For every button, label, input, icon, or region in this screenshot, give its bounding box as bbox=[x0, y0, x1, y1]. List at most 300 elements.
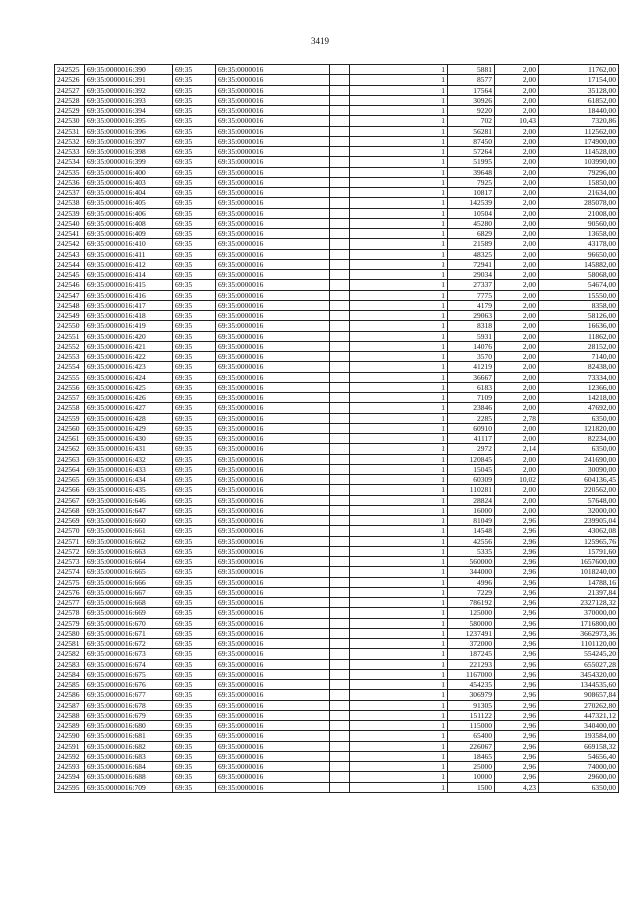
cell-cadastral-number: 69:35:0000016:664 bbox=[85, 557, 173, 567]
cell-district-code: 69:35 bbox=[173, 751, 216, 761]
cell-district-code: 69:35 bbox=[173, 157, 216, 167]
cell-count: 1 bbox=[350, 751, 448, 761]
cell-count: 1 bbox=[350, 721, 448, 731]
table-row bbox=[55, 136, 619, 146]
cell-value: 54674,00 bbox=[539, 280, 619, 290]
table-row bbox=[55, 341, 619, 351]
cell-value: 14218,00 bbox=[539, 393, 619, 403]
cell-district-code: 69:35 bbox=[173, 710, 216, 720]
cell-cadastral-number: 69:35:0000016:400 bbox=[85, 167, 173, 177]
cell-quarter-number: 69:35:0000016 bbox=[216, 362, 330, 372]
table-row bbox=[55, 300, 619, 310]
table-row bbox=[55, 331, 619, 341]
empty-cell bbox=[330, 649, 350, 659]
cell-cadastral-number: 69:35:0000016:421 bbox=[85, 341, 173, 351]
cell-value: 58126,00 bbox=[539, 311, 619, 321]
table-row bbox=[55, 567, 619, 577]
cell-quarter-number: 69:35:0000016 bbox=[216, 341, 330, 351]
cell-area: 454235 bbox=[448, 680, 495, 690]
empty-cell bbox=[330, 741, 350, 751]
cell-rate: 2,78 bbox=[495, 413, 539, 423]
cell-rate: 2,00 bbox=[495, 106, 539, 116]
cell-area: 226067 bbox=[448, 741, 495, 751]
cell-rate: 2,96 bbox=[495, 526, 539, 536]
cell-rate: 2,00 bbox=[495, 249, 539, 259]
table-row bbox=[55, 270, 619, 280]
empty-cell bbox=[330, 546, 350, 556]
cell-district-code: 69:35 bbox=[173, 598, 216, 608]
cell-cadastral-number: 69:35:0000016:420 bbox=[85, 331, 173, 341]
table-row bbox=[55, 413, 619, 423]
cell-count: 1 bbox=[350, 85, 448, 95]
cell-rate: 2,14 bbox=[495, 444, 539, 454]
cell-count: 1 bbox=[350, 249, 448, 259]
cell-value: 114528,00 bbox=[539, 147, 619, 157]
cell-rate: 2,00 bbox=[495, 382, 539, 392]
empty-cell bbox=[330, 557, 350, 567]
cell-quarter-number: 69:35:0000016 bbox=[216, 290, 330, 300]
cell-area: 560000 bbox=[448, 557, 495, 567]
cell-district-code: 69:35 bbox=[173, 546, 216, 556]
cell-rate: 2,00 bbox=[495, 167, 539, 177]
cell-row-index: 242539 bbox=[55, 208, 85, 218]
cell-value: 3454320,00 bbox=[539, 669, 619, 679]
cell-count: 1 bbox=[350, 546, 448, 556]
empty-cell bbox=[330, 782, 350, 792]
cell-cadastral-number: 69:35:0000016:412 bbox=[85, 259, 173, 269]
cell-row-index: 242562 bbox=[55, 444, 85, 454]
cell-row-index: 242555 bbox=[55, 372, 85, 382]
cell-rate: 2,00 bbox=[495, 454, 539, 464]
cell-area: 48325 bbox=[448, 249, 495, 259]
cell-area: 580000 bbox=[448, 618, 495, 628]
cell-rate: 2,96 bbox=[495, 587, 539, 597]
table-row bbox=[55, 177, 619, 187]
registry-table bbox=[54, 64, 619, 793]
table-row bbox=[55, 290, 619, 300]
cell-row-index: 242527 bbox=[55, 85, 85, 95]
cell-value: 29600,00 bbox=[539, 772, 619, 782]
cell-count: 1 bbox=[350, 710, 448, 720]
cell-cadastral-number: 69:35:0000016:414 bbox=[85, 270, 173, 280]
table-row bbox=[55, 65, 619, 75]
cell-value: 7320,86 bbox=[539, 116, 619, 126]
cell-rate: 2,00 bbox=[495, 352, 539, 362]
cell-value: 1716800,00 bbox=[539, 618, 619, 628]
cell-row-index: 242572 bbox=[55, 546, 85, 556]
empty-cell bbox=[330, 536, 350, 546]
cell-area: 125000 bbox=[448, 608, 495, 618]
cell-cadastral-number: 69:35:0000016:673 bbox=[85, 649, 173, 659]
empty-cell bbox=[330, 413, 350, 423]
cell-row-index: 242568 bbox=[55, 505, 85, 515]
cell-rate: 2,96 bbox=[495, 608, 539, 618]
cell-rate: 2,00 bbox=[495, 311, 539, 321]
empty-cell bbox=[330, 700, 350, 710]
cell-cadastral-number: 69:35:0000016:432 bbox=[85, 454, 173, 464]
cell-cadastral-number: 69:35:0000016:425 bbox=[85, 382, 173, 392]
table-row bbox=[55, 126, 619, 136]
cell-quarter-number: 69:35:0000016 bbox=[216, 772, 330, 782]
table-row bbox=[55, 352, 619, 362]
cell-rate: 2,00 bbox=[495, 403, 539, 413]
empty-cell bbox=[330, 218, 350, 228]
cell-cadastral-number: 69:35:0000016:415 bbox=[85, 280, 173, 290]
cell-count: 1 bbox=[350, 669, 448, 679]
cell-area: 786192 bbox=[448, 598, 495, 608]
cell-quarter-number: 69:35:0000016 bbox=[216, 505, 330, 515]
cell-value: 285078,00 bbox=[539, 198, 619, 208]
cell-area: 16000 bbox=[448, 505, 495, 515]
cell-value: 16636,00 bbox=[539, 321, 619, 331]
cell-row-index: 242544 bbox=[55, 259, 85, 269]
cell-value: 43062,08 bbox=[539, 526, 619, 536]
cell-area: 81049 bbox=[448, 516, 495, 526]
empty-cell bbox=[330, 485, 350, 495]
table-row bbox=[55, 157, 619, 167]
table-row bbox=[55, 188, 619, 198]
cell-value: 447321,12 bbox=[539, 710, 619, 720]
cell-rate: 2,96 bbox=[495, 639, 539, 649]
cell-value: 2327128,32 bbox=[539, 598, 619, 608]
cell-rate: 2,00 bbox=[495, 362, 539, 372]
cell-quarter-number: 69:35:0000016 bbox=[216, 557, 330, 567]
empty-cell bbox=[330, 331, 350, 341]
cell-cadastral-number: 69:35:0000016:665 bbox=[85, 567, 173, 577]
cell-area: 306979 bbox=[448, 690, 495, 700]
table-row bbox=[55, 762, 619, 772]
empty-cell bbox=[330, 300, 350, 310]
cell-quarter-number: 69:35:0000016 bbox=[216, 710, 330, 720]
cell-rate: 2,96 bbox=[495, 516, 539, 526]
table-row bbox=[55, 147, 619, 157]
cell-district-code: 69:35 bbox=[173, 290, 216, 300]
cell-quarter-number: 69:35:0000016 bbox=[216, 167, 330, 177]
cell-count: 1 bbox=[350, 536, 448, 546]
empty-cell bbox=[330, 618, 350, 628]
cell-value: 7140,00 bbox=[539, 352, 619, 362]
cell-row-index: 242533 bbox=[55, 147, 85, 157]
cell-value: 15791,60 bbox=[539, 546, 619, 556]
cell-value: 82438,00 bbox=[539, 362, 619, 372]
cell-quarter-number: 69:35:0000016 bbox=[216, 751, 330, 761]
cell-count: 1 bbox=[350, 341, 448, 351]
cell-district-code: 69:35 bbox=[173, 772, 216, 782]
cell-rate: 2,96 bbox=[495, 741, 539, 751]
cell-cadastral-number: 69:35:0000016:667 bbox=[85, 587, 173, 597]
cell-district-code: 69:35 bbox=[173, 362, 216, 372]
cell-row-index: 242566 bbox=[55, 485, 85, 495]
cell-district-code: 69:35 bbox=[173, 639, 216, 649]
cell-area: 39648 bbox=[448, 167, 495, 177]
cell-rate: 2,00 bbox=[495, 341, 539, 351]
empty-cell bbox=[330, 116, 350, 126]
cell-rate: 2,96 bbox=[495, 598, 539, 608]
cell-area: 2285 bbox=[448, 413, 495, 423]
cell-area: 14548 bbox=[448, 526, 495, 536]
cell-quarter-number: 69:35:0000016 bbox=[216, 516, 330, 526]
cell-row-index: 242529 bbox=[55, 106, 85, 116]
cell-cadastral-number: 69:35:0000016:676 bbox=[85, 680, 173, 690]
table-row bbox=[55, 382, 619, 392]
table-row bbox=[55, 618, 619, 628]
cell-cadastral-number: 69:35:0000016:678 bbox=[85, 700, 173, 710]
cell-quarter-number: 69:35:0000016 bbox=[216, 280, 330, 290]
cell-quarter-number: 69:35:0000016 bbox=[216, 177, 330, 187]
cell-row-index: 242590 bbox=[55, 731, 85, 741]
cell-value: 61852,00 bbox=[539, 95, 619, 105]
cell-district-code: 69:35 bbox=[173, 608, 216, 618]
cell-quarter-number: 69:35:0000016 bbox=[216, 782, 330, 792]
cell-cadastral-number: 69:35:0000016:646 bbox=[85, 495, 173, 505]
cell-cadastral-number: 69:35:0000016:683 bbox=[85, 751, 173, 761]
cell-cadastral-number: 69:35:0000016:709 bbox=[85, 782, 173, 792]
empty-cell bbox=[330, 382, 350, 392]
cell-row-index: 242554 bbox=[55, 362, 85, 372]
cell-rate: 2,00 bbox=[495, 259, 539, 269]
cell-district-code: 69:35 bbox=[173, 259, 216, 269]
cell-district-code: 69:35 bbox=[173, 649, 216, 659]
cell-count: 1 bbox=[350, 300, 448, 310]
cell-value: 604136,45 bbox=[539, 475, 619, 485]
empty-cell bbox=[330, 598, 350, 608]
table-row bbox=[55, 741, 619, 751]
cell-row-index: 242578 bbox=[55, 608, 85, 618]
table-row bbox=[55, 208, 619, 218]
cell-value: 370000,00 bbox=[539, 608, 619, 618]
cell-count: 1 bbox=[350, 372, 448, 382]
cell-rate: 2,96 bbox=[495, 772, 539, 782]
cell-cadastral-number: 69:35:0000016:417 bbox=[85, 300, 173, 310]
cell-cadastral-number: 69:35:0000016:684 bbox=[85, 762, 173, 772]
cell-quarter-number: 69:35:0000016 bbox=[216, 413, 330, 423]
empty-cell bbox=[330, 762, 350, 772]
cell-area: 10504 bbox=[448, 208, 495, 218]
cell-rate: 2,96 bbox=[495, 567, 539, 577]
cell-row-index: 242589 bbox=[55, 721, 85, 731]
cell-area: 10000 bbox=[448, 772, 495, 782]
cell-value: 554245,20 bbox=[539, 649, 619, 659]
cell-row-index: 242543 bbox=[55, 249, 85, 259]
table-row bbox=[55, 362, 619, 372]
cell-quarter-number: 69:35:0000016 bbox=[216, 300, 330, 310]
page-number: 3419 bbox=[311, 36, 329, 46]
empty-cell bbox=[330, 147, 350, 157]
cell-district-code: 69:35 bbox=[173, 198, 216, 208]
registry-table-body bbox=[55, 65, 619, 793]
cell-area: 702 bbox=[448, 116, 495, 126]
cell-quarter-number: 69:35:0000016 bbox=[216, 126, 330, 136]
cell-district-code: 69:35 bbox=[173, 434, 216, 444]
cell-count: 1 bbox=[350, 106, 448, 116]
cell-value: 174900,00 bbox=[539, 136, 619, 146]
cell-rate: 2,00 bbox=[495, 290, 539, 300]
empty-cell bbox=[330, 710, 350, 720]
cell-quarter-number: 69:35:0000016 bbox=[216, 680, 330, 690]
cell-value: 103990,00 bbox=[539, 157, 619, 167]
cell-value: 1101120,00 bbox=[539, 639, 619, 649]
cell-rate: 2,00 bbox=[495, 280, 539, 290]
table-row bbox=[55, 198, 619, 208]
cell-cadastral-number: 69:35:0000016:672 bbox=[85, 639, 173, 649]
cell-value: 270262,80 bbox=[539, 700, 619, 710]
cell-value: 43178,00 bbox=[539, 239, 619, 249]
cell-area: 110281 bbox=[448, 485, 495, 495]
cell-district-code: 69:35 bbox=[173, 65, 216, 75]
cell-district-code: 69:35 bbox=[173, 454, 216, 464]
cell-district-code: 69:35 bbox=[173, 475, 216, 485]
cell-row-index: 242587 bbox=[55, 700, 85, 710]
empty-cell bbox=[330, 311, 350, 321]
cell-cadastral-number: 69:35:0000016:416 bbox=[85, 290, 173, 300]
cell-quarter-number: 69:35:0000016 bbox=[216, 485, 330, 495]
cell-district-code: 69:35 bbox=[173, 659, 216, 669]
empty-cell bbox=[330, 434, 350, 444]
cell-cadastral-number: 69:35:0000016:663 bbox=[85, 546, 173, 556]
empty-cell bbox=[330, 444, 350, 454]
cell-area: 42556 bbox=[448, 536, 495, 546]
cell-row-index: 242573 bbox=[55, 557, 85, 567]
cell-district-code: 69:35 bbox=[173, 300, 216, 310]
cell-area: 15045 bbox=[448, 464, 495, 474]
cell-count: 1 bbox=[350, 618, 448, 628]
cell-cadastral-number: 69:35:0000016:406 bbox=[85, 208, 173, 218]
cell-rate: 2,96 bbox=[495, 557, 539, 567]
empty-cell bbox=[330, 106, 350, 116]
cell-row-index: 242541 bbox=[55, 229, 85, 239]
cell-value: 54656,40 bbox=[539, 751, 619, 761]
empty-cell bbox=[330, 198, 350, 208]
cell-value: 15850,00 bbox=[539, 177, 619, 187]
cell-area: 120845 bbox=[448, 454, 495, 464]
cell-cadastral-number: 69:35:0000016:429 bbox=[85, 423, 173, 433]
cell-quarter-number: 69:35:0000016 bbox=[216, 741, 330, 751]
cell-area: 21589 bbox=[448, 239, 495, 249]
cell-district-code: 69:35 bbox=[173, 423, 216, 433]
cell-district-code: 69:35 bbox=[173, 136, 216, 146]
cell-district-code: 69:35 bbox=[173, 567, 216, 577]
cell-quarter-number: 69:35:0000016 bbox=[216, 475, 330, 485]
cell-count: 1 bbox=[350, 423, 448, 433]
cell-district-code: 69:35 bbox=[173, 393, 216, 403]
cell-rate: 2,96 bbox=[495, 577, 539, 587]
cell-area: 115000 bbox=[448, 721, 495, 731]
cell-count: 1 bbox=[350, 311, 448, 321]
cell-cadastral-number: 69:35:0000016:424 bbox=[85, 372, 173, 382]
empty-cell bbox=[330, 669, 350, 679]
cell-area: 7775 bbox=[448, 290, 495, 300]
table-row bbox=[55, 167, 619, 177]
cell-quarter-number: 69:35:0000016 bbox=[216, 434, 330, 444]
cell-row-index: 242588 bbox=[55, 710, 85, 720]
cell-district-code: 69:35 bbox=[173, 280, 216, 290]
cell-count: 1 bbox=[350, 680, 448, 690]
cell-quarter-number: 69:35:0000016 bbox=[216, 495, 330, 505]
cell-value: 11762,00 bbox=[539, 65, 619, 75]
cell-rate: 2,96 bbox=[495, 659, 539, 669]
cell-rate: 2,00 bbox=[495, 505, 539, 515]
cell-count: 1 bbox=[350, 157, 448, 167]
cell-row-index: 242592 bbox=[55, 751, 85, 761]
cell-row-index: 242577 bbox=[55, 598, 85, 608]
cell-area: 36667 bbox=[448, 372, 495, 382]
cell-value: 35128,00 bbox=[539, 85, 619, 95]
cell-area: 6183 bbox=[448, 382, 495, 392]
cell-quarter-number: 69:35:0000016 bbox=[216, 659, 330, 669]
empty-cell bbox=[330, 403, 350, 413]
cell-rate: 4,23 bbox=[495, 782, 539, 792]
cell-rate: 2,00 bbox=[495, 464, 539, 474]
cell-district-code: 69:35 bbox=[173, 331, 216, 341]
empty-cell bbox=[330, 690, 350, 700]
cell-area: 29034 bbox=[448, 270, 495, 280]
cell-quarter-number: 69:35:0000016 bbox=[216, 218, 330, 228]
cell-value: 30090,00 bbox=[539, 464, 619, 474]
cell-value: 6350,00 bbox=[539, 444, 619, 454]
cell-count: 1 bbox=[350, 505, 448, 515]
cell-row-index: 242535 bbox=[55, 167, 85, 177]
table-row bbox=[55, 495, 619, 505]
cell-rate: 10,43 bbox=[495, 116, 539, 126]
cell-rate: 2,00 bbox=[495, 331, 539, 341]
cell-area: 4179 bbox=[448, 300, 495, 310]
cell-district-code: 69:35 bbox=[173, 85, 216, 95]
cell-area: 72941 bbox=[448, 259, 495, 269]
cell-cadastral-number: 69:35:0000016:418 bbox=[85, 311, 173, 321]
cell-value: 1018240,00 bbox=[539, 567, 619, 577]
cell-rate: 2,00 bbox=[495, 239, 539, 249]
empty-cell bbox=[330, 495, 350, 505]
cell-row-index: 242565 bbox=[55, 475, 85, 485]
cell-value: 220562,00 bbox=[539, 485, 619, 495]
cell-cadastral-number: 69:35:0000016:409 bbox=[85, 229, 173, 239]
cell-count: 1 bbox=[350, 587, 448, 597]
table-row bbox=[55, 659, 619, 669]
cell-cadastral-number: 69:35:0000016:392 bbox=[85, 85, 173, 95]
cell-count: 1 bbox=[350, 208, 448, 218]
cell-row-index: 242570 bbox=[55, 526, 85, 536]
cell-row-index: 242574 bbox=[55, 567, 85, 577]
cell-district-code: 69:35 bbox=[173, 249, 216, 259]
cell-value: 47692,00 bbox=[539, 403, 619, 413]
cell-value: 193584,00 bbox=[539, 731, 619, 741]
cell-count: 1 bbox=[350, 136, 448, 146]
cell-count: 1 bbox=[350, 198, 448, 208]
cell-area: 41117 bbox=[448, 434, 495, 444]
cell-rate: 2,00 bbox=[495, 495, 539, 505]
cell-count: 1 bbox=[350, 116, 448, 126]
cell-row-index: 242531 bbox=[55, 126, 85, 136]
cell-count: 1 bbox=[350, 331, 448, 341]
cell-district-code: 69:35 bbox=[173, 700, 216, 710]
empty-cell bbox=[330, 372, 350, 382]
cell-rate: 2,00 bbox=[495, 188, 539, 198]
cell-row-index: 242557 bbox=[55, 393, 85, 403]
cell-count: 1 bbox=[350, 772, 448, 782]
table-row bbox=[55, 680, 619, 690]
cell-row-index: 242556 bbox=[55, 382, 85, 392]
cell-row-index: 242576 bbox=[55, 587, 85, 597]
cell-cadastral-number: 69:35:0000016:668 bbox=[85, 598, 173, 608]
cell-area: 4996 bbox=[448, 577, 495, 587]
cell-cadastral-number: 69:35:0000016:677 bbox=[85, 690, 173, 700]
cell-row-index: 242560 bbox=[55, 423, 85, 433]
cell-count: 1 bbox=[350, 526, 448, 536]
cell-district-code: 69:35 bbox=[173, 464, 216, 474]
cell-row-index: 242582 bbox=[55, 649, 85, 659]
cell-quarter-number: 69:35:0000016 bbox=[216, 608, 330, 618]
cell-cadastral-number: 69:35:0000016:647 bbox=[85, 505, 173, 515]
